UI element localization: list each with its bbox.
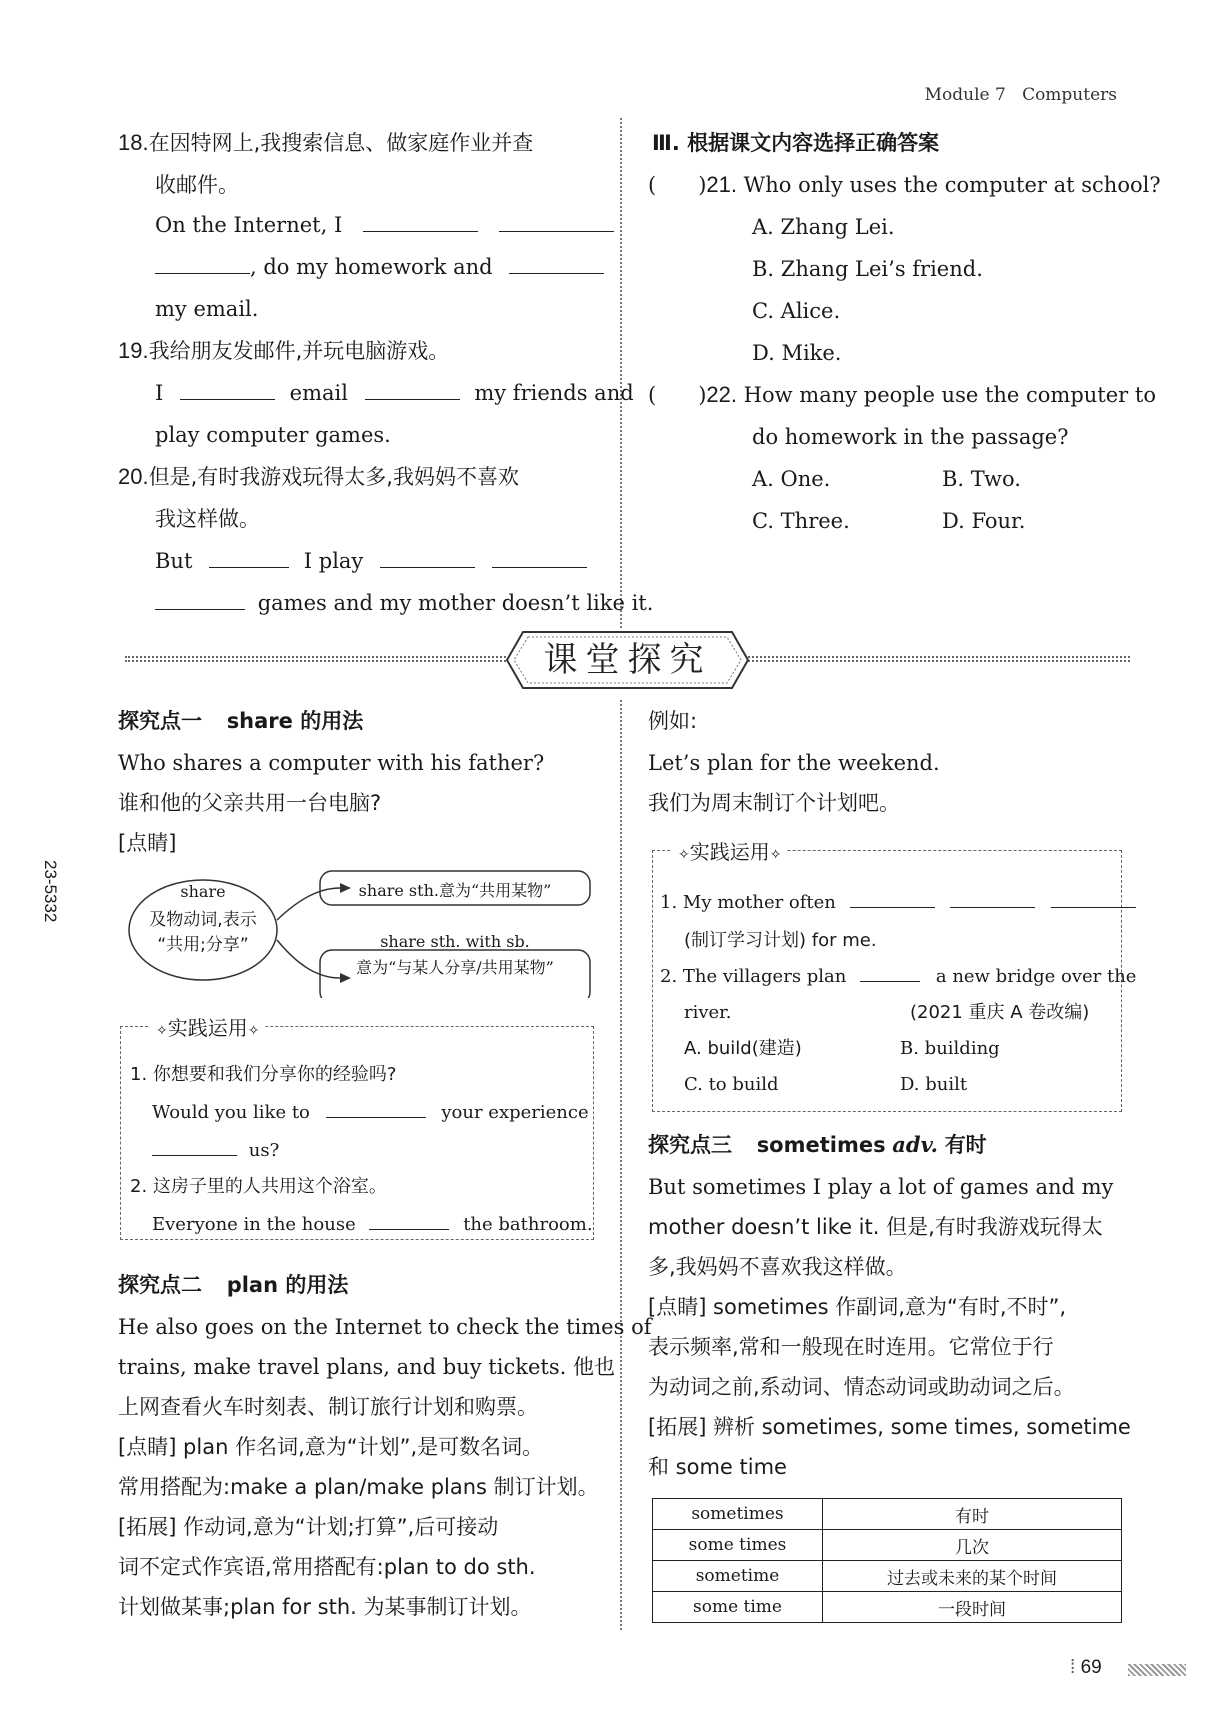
q18-en-a: On the Internet, I: [155, 213, 343, 237]
page-number: 69: [1080, 1657, 1102, 1678]
point3-heading: [648, 1130, 987, 1160]
table-row: [653, 1530, 1122, 1561]
p2-option-c[interactable]: C. to build: [684, 1074, 779, 1095]
q18-blank-2[interactable]: [499, 212, 614, 232]
banner-rule-right: [745, 656, 1130, 662]
diagram-bottom-box-line2: 意为“与某人分享/共用某物”: [356, 958, 554, 977]
practice-box-1: [120, 1026, 594, 1240]
point2-text-line1: He also goes on the Internet to check the times of: [118, 1315, 652, 1339]
banner-title: 课堂探究: [543, 640, 712, 680]
table-cell-term: some time: [653, 1592, 823, 1623]
q20-cn-line1: [118, 462, 519, 492]
q19-blank-1[interactable]: [180, 380, 275, 400]
point2-tip-line2: 常用搭配为:make a plan/make plans 制订计划。: [118, 1475, 599, 1499]
q22-line1: [648, 380, 1156, 410]
practice-box-2-title-text: 实践运用: [689, 840, 770, 864]
p1-q2-en-a: Everyone in the house: [152, 1214, 356, 1235]
p2-q1-blank-3[interactable]: [1051, 888, 1136, 908]
q20-en-b: I play: [303, 549, 364, 573]
q22-question-line2: do homework in the passage?: [752, 425, 1069, 449]
point1-cn: 谁和他的父亲共用一台电脑?: [118, 791, 382, 815]
point3-title-pos: adv.: [892, 1132, 938, 1157]
table-cell-term: sometime: [653, 1561, 823, 1592]
table-cell-term: sometimes: [653, 1499, 823, 1530]
point3-ext-line1: [拓展] 辨析 sometimes, some times, sometime: [648, 1415, 1131, 1439]
point2-label: 探究点二: [118, 1273, 202, 1297]
comparison-table: [652, 1498, 1122, 1623]
p1-practice-q2-en: [152, 1210, 593, 1240]
q21-option-d[interactable]: D. Mike.: [752, 341, 842, 365]
point2-ext-line3: 计划做某事;plan for sth. 为某事制订计划。: [118, 1595, 532, 1619]
module-label: Module 7: [924, 85, 1006, 105]
p1-q1-en-c: us?: [248, 1140, 280, 1161]
q18-en-line2: [155, 252, 604, 282]
point1-en: Who shares a computer with his father?: [118, 751, 545, 775]
p2-q2-b: a new bridge over the: [935, 966, 1137, 987]
point2-example-label: 例如:: [648, 709, 698, 733]
page-footer: ⁞ 69: [1070, 1657, 1102, 1678]
page-footer-pattern: [1128, 1664, 1186, 1676]
q19-number: 19.: [118, 338, 149, 363]
q20-en-line1: [155, 546, 587, 576]
q18-en-c: my email.: [155, 297, 259, 321]
p2-option-d[interactable]: D. built: [900, 1074, 968, 1095]
table-cell-meaning: 几次: [823, 1530, 1122, 1561]
q22-option-d[interactable]: D. Four.: [942, 509, 1026, 533]
p2-practice-q2-source: (2021 重庆 A 卷改编): [910, 1002, 1090, 1023]
p1-practice-q2-cn: 2. 这房子里的人共用这个浴室。: [130, 1176, 387, 1197]
q18-cn-line2: 收邮件。: [155, 173, 239, 197]
p2-q1-blank-2[interactable]: [950, 888, 1035, 908]
q22-answer-paren[interactable]: ( ): [648, 383, 707, 407]
diagram-bottom-box-line1: share sth. with sb.: [380, 932, 530, 951]
section3-title: Ⅲ. 根据课文内容选择正确答案: [652, 131, 940, 155]
q19-blank-2[interactable]: [365, 380, 460, 400]
q20-en-line2: [155, 588, 653, 618]
diagram-center-line1: share: [180, 882, 226, 901]
p1-practice-q1-cn: 1. 你想要和我们分享你的经验吗?: [130, 1064, 397, 1085]
q20-blank-3[interactable]: [492, 548, 587, 568]
q21-option-c[interactable]: C. Alice.: [752, 299, 841, 323]
running-header: [925, 85, 1117, 105]
banner-rule-left: [125, 656, 510, 662]
point1-heading: [118, 706, 363, 736]
point3-tip-line3: 为动词之前,系动词、情态动词或助动词之后。: [648, 1375, 1075, 1399]
point2-ext-line2: 词不定式作宾语,常用搭配有:plan to do sth.: [118, 1555, 536, 1579]
point3-title-meaning: 有时: [944, 1133, 987, 1157]
point3-title-word: sometimes: [756, 1133, 886, 1157]
q22-option-c[interactable]: C. Three.: [752, 509, 850, 533]
q19-en-b: email: [289, 381, 348, 405]
p2-option-a[interactable]: A. build(建造): [684, 1038, 802, 1059]
p2-q2-a: 2. The villagers plan: [660, 966, 847, 987]
q20-cn-line2: 我这样做。: [155, 507, 260, 531]
table-cell-meaning: 一段时间: [823, 1592, 1122, 1623]
point3-tip-line2: 表示频率,常和一般现在时连用。它常位于行: [648, 1335, 1054, 1359]
table-row: [653, 1592, 1122, 1623]
q22-number: 22.: [706, 382, 737, 407]
diagram-center-line3: “共用;分享”: [157, 935, 249, 955]
q18-en-b: , do my homework and: [250, 255, 493, 279]
point2-text-line2: trains, make travel plans, and buy tickets. 他也: [118, 1355, 615, 1379]
q18-cn-line1: [118, 128, 533, 158]
point3-label: 探究点三: [648, 1133, 732, 1157]
point1-label: 探究点一: [118, 709, 202, 733]
diagram-center-line2: 及物动词,表示: [149, 910, 257, 930]
p2-q1-a: 1. My mother often: [660, 892, 836, 913]
point2-heading: [118, 1270, 348, 1300]
p1-q1-en-a: Would you like to: [152, 1102, 310, 1123]
q19-en-line1: [155, 378, 634, 408]
point2-example-cn: 我们为周末制订个计划吧。: [648, 791, 900, 815]
point3-text-line1: But sometimes I play a lot of games and my: [648, 1175, 1114, 1199]
table-cell-term: some times: [653, 1530, 823, 1561]
q20-blank-2[interactable]: [380, 548, 475, 568]
diagram-top-box: share sth.意为“共用某物”: [358, 881, 552, 900]
q22-option-b[interactable]: B. Two.: [942, 467, 1021, 491]
point2-tip-line1: [点睛] plan 作名词,意为“计划”,是可数名词。: [118, 1435, 544, 1459]
q18-blank-3[interactable]: [155, 254, 250, 274]
q19-cn-text: 我给朋友发邮件,并玩电脑游戏。: [148, 339, 450, 363]
q20-blank-4[interactable]: [155, 590, 245, 610]
q20-number: 20.: [118, 464, 149, 489]
column-divider-bottom: [620, 700, 622, 1630]
q18-en-line1: [155, 210, 614, 240]
point2-example-en: Let’s plan for the weekend.: [648, 751, 940, 775]
q20-cn-text: 但是,有时我游戏玩得太多,我妈妈不喜欢: [148, 465, 519, 489]
p2-practice-q1-line1: [660, 888, 1136, 918]
q21-option-a[interactable]: A. Zhang Lei.: [752, 215, 895, 239]
q22-option-a[interactable]: A. One.: [752, 467, 831, 491]
q18-cn-text: 在因特网上,我搜索信息、做家庭作业并查: [148, 131, 534, 155]
column-divider-top: [620, 118, 622, 628]
q18-blank-4[interactable]: [509, 254, 604, 274]
q20-en-a: But: [155, 549, 193, 573]
module-title: Computers: [1022, 85, 1117, 105]
practice-box-1-title-text: 实践运用: [167, 1016, 248, 1040]
p2-option-b[interactable]: B. building: [900, 1038, 1000, 1059]
side-code: 23-5332: [41, 860, 60, 923]
q21-question: Who only uses the computer at school?: [743, 173, 1161, 197]
q19-en-c: my friends and: [474, 381, 634, 405]
q21-answer-paren[interactable]: ( ): [648, 173, 707, 197]
q20-blank-1[interactable]: [209, 548, 289, 568]
p2-practice-q2-c: river.: [684, 1002, 732, 1023]
q19-en-a: I: [155, 381, 164, 405]
point1-tip-label: [点睛]: [118, 831, 177, 855]
p2-practice-q1-line2: (制订学习计划) for me.: [684, 930, 877, 951]
q18-blank-1[interactable]: [363, 212, 478, 232]
table-row: [653, 1561, 1122, 1592]
q20-en-c: games and my mother doesn’t like it.: [257, 591, 654, 615]
point2-ext-line1: [拓展] 作动词,意为“计划;打算”,后可接动: [118, 1515, 499, 1539]
p2-practice-q2-line1: [660, 962, 1136, 992]
q21-option-b[interactable]: B. Zhang Lei’s friend.: [752, 257, 983, 281]
p1-q1-blank-1[interactable]: [326, 1098, 426, 1118]
p2-q1-blank-1[interactable]: [850, 888, 935, 908]
table-cell-meaning: 有时: [823, 1499, 1122, 1530]
p2-q2-blank[interactable]: [860, 962, 920, 982]
practice-box-1-title: ✧实践运用✧: [150, 1012, 265, 1041]
point3-text-line3: 多,我妈妈不喜欢我这样做。: [648, 1255, 907, 1279]
q18-number: 18.: [118, 130, 149, 155]
p1-q1-en-b: your experience: [441, 1102, 589, 1123]
q21-number: 21.: [706, 172, 737, 197]
q21-line: [648, 170, 1161, 200]
point1-title: share 的用法: [226, 709, 364, 733]
table-row: [653, 1499, 1122, 1530]
q19-en-d: play computer games.: [155, 423, 391, 447]
q19-cn: [118, 336, 449, 366]
point3-text-line2: mother doesn’t like it. 但是,有时我游戏玩得太: [648, 1215, 1103, 1239]
p1-q2-blank[interactable]: [369, 1210, 449, 1230]
practice-box-2-title: ✧实践运用✧: [672, 836, 787, 865]
p1-q2-en-b: the bathroom.: [463, 1214, 593, 1235]
p1-practice-q1-en-line1: [152, 1098, 589, 1128]
table-cell-meaning: 过去或未来的某个时间: [823, 1561, 1122, 1592]
q22-question-line1: How many people use the computer to: [743, 383, 1156, 407]
point2-title: plan 的用法: [226, 1273, 349, 1297]
point2-text-line3: 上网查看火车时刻表、制订旅行计划和购票。: [118, 1395, 538, 1419]
point3-tip-line1: [点睛] sometimes 作副词,意为“有时,不时”,: [648, 1295, 1067, 1319]
point3-ext-line2: 和 some time: [648, 1455, 787, 1479]
p1-practice-q1-en-line2: [152, 1136, 279, 1166]
p1-q1-blank-2[interactable]: [152, 1136, 237, 1156]
